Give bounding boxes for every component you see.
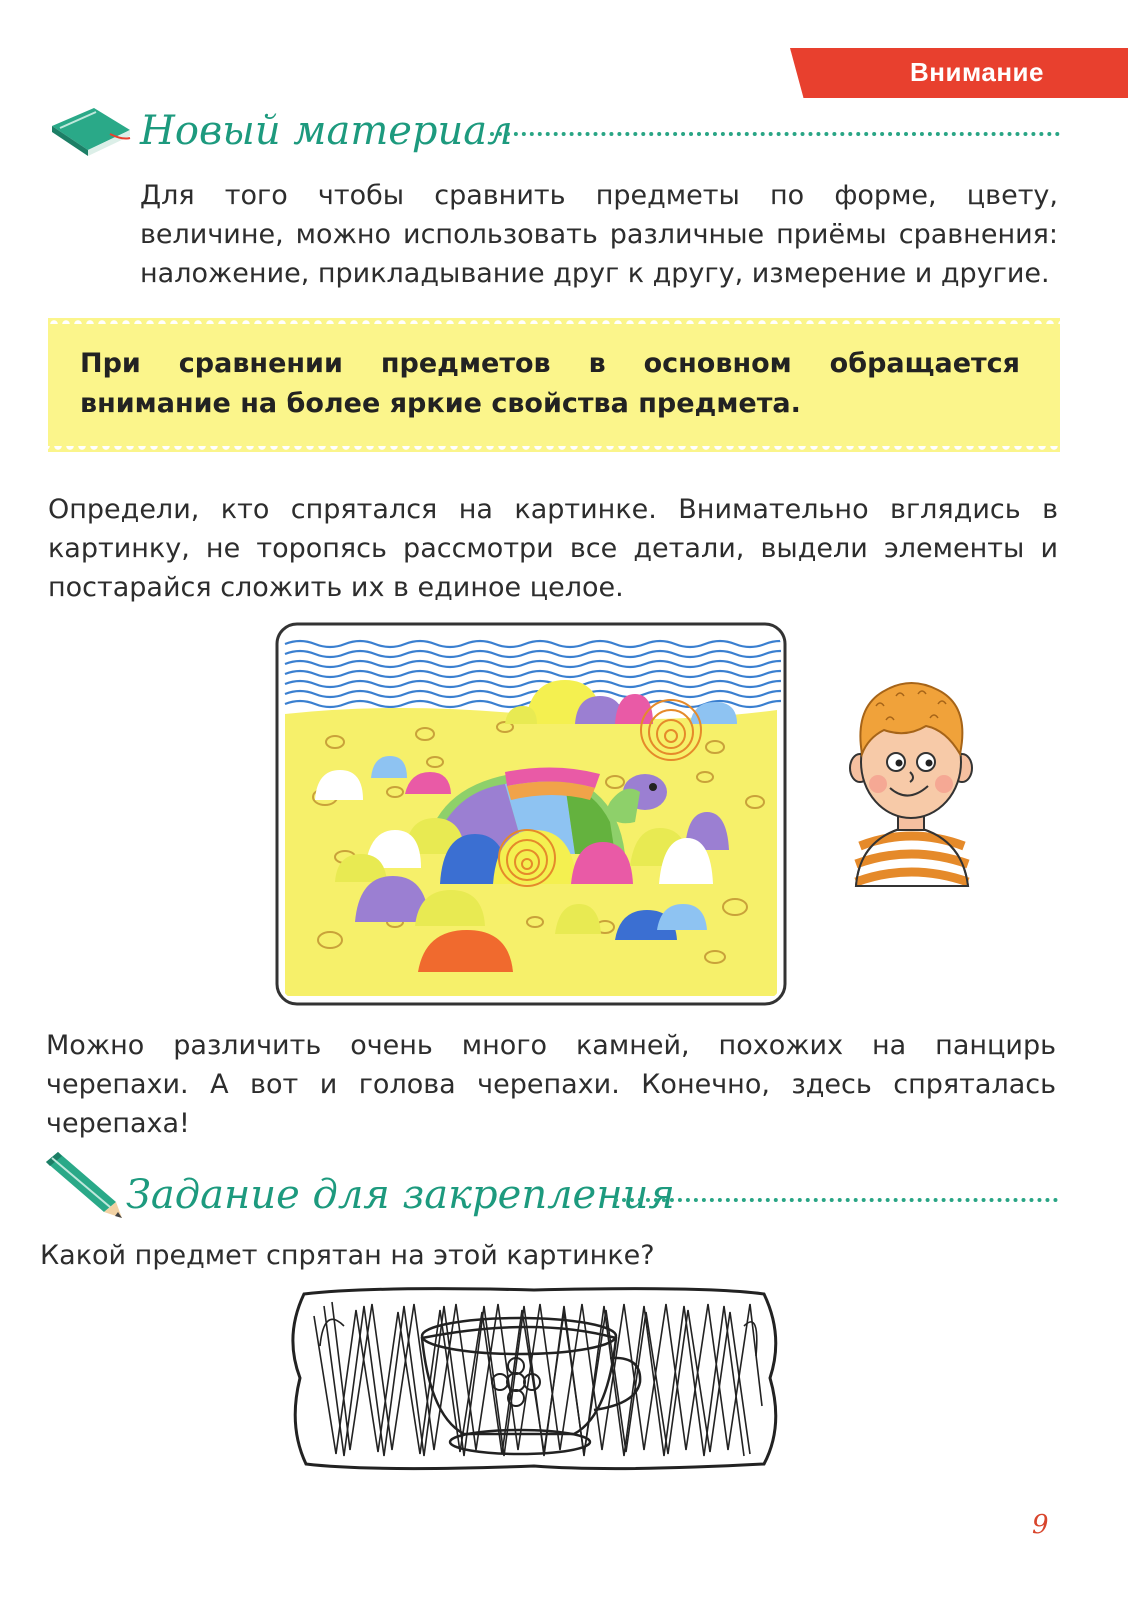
highlight-note-text: При сравнении предметов в основном обращается внимание на более яркие свойства предмета.	[80, 348, 1020, 419]
book-icon	[48, 104, 132, 156]
pencil-icon	[40, 1150, 126, 1220]
task-paragraph: Определи, кто спрятался на картинке. Внимательно вглядись в картинку, не торопясь рассмотри все детали, выдели элементы и постарайся сложить их в единое целое.	[48, 494, 1058, 603]
section-title-new-material: Новый материал	[140, 108, 513, 154]
boy-illustration	[846, 676, 976, 898]
section-tab-label: Внимание	[910, 57, 1044, 87]
intro-paragraph: Для того чтобы сравнить предметы по форме, цвету, величине, можно использовать различные приёмы сравнения: наложение, прикладывание друг к другу, измерение и другие.	[140, 180, 1058, 289]
hidden-turtle-picture	[275, 622, 787, 1006]
dotted-divider	[490, 132, 1060, 136]
explanation-paragraph: Можно различить очень много камней, похожих на панцирь черепахи. А вот и голова черепахи. Конечно, здесь спряталась черепаха!	[46, 1030, 1056, 1139]
page-number: 9	[1032, 1510, 1049, 1540]
question-text: Какой предмет спрятан на этой картинке?	[40, 1240, 655, 1271]
hidden-cup-picture	[284, 1286, 784, 1472]
section-title-practice-task: Задание для закрепления	[126, 1172, 675, 1218]
dotted-divider	[614, 1198, 1058, 1202]
